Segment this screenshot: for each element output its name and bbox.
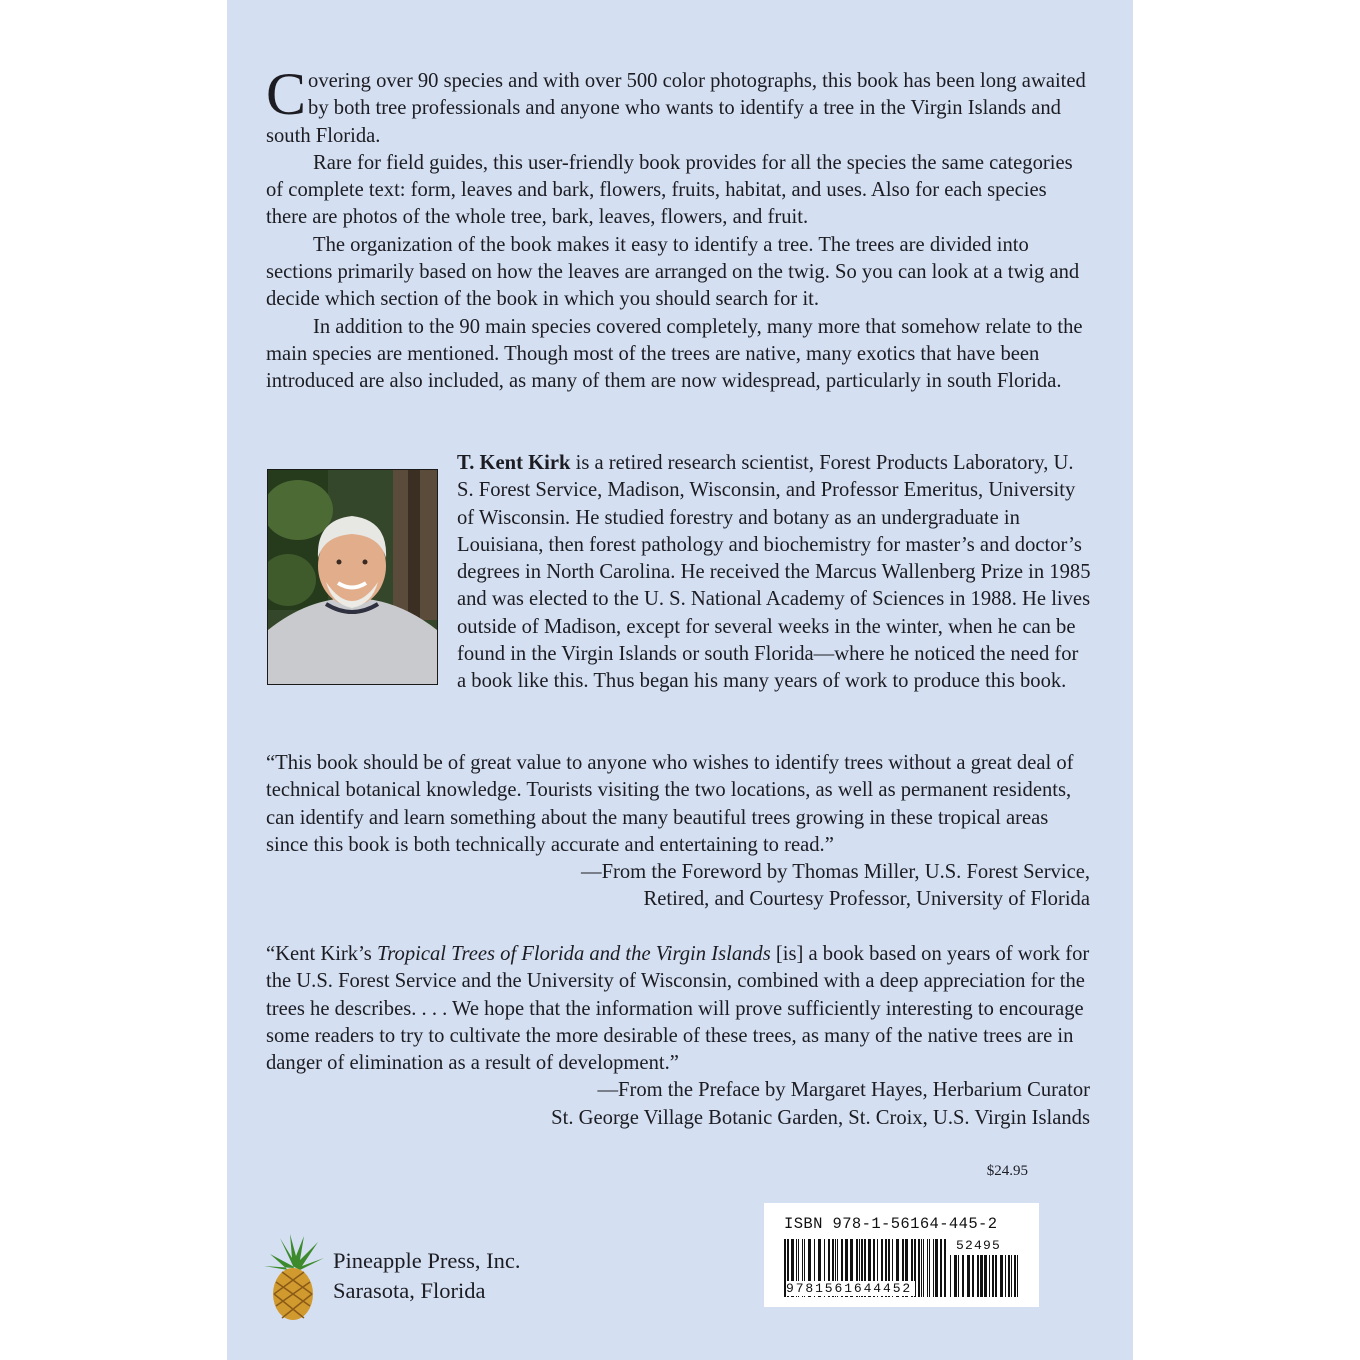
foreword-attribution-line-1: —From the Foreword by Thomas Miller, U.S. Forest Service, <box>580 861 1090 884</box>
barcode-bar <box>927 1239 928 1297</box>
intro-paragraph-2: Rare for field guides, this user-friendly book provides for all the species the same categories of complete text: form, leaves and bark, flowers, fruits, habitat, and uses. Also for each species there are photos of the whole tree, bark, leaves, flowers, and fruit. <box>266 151 1073 229</box>
barcode-bar <box>962 1255 964 1297</box>
barcode-bar <box>1005 1255 1006 1297</box>
barcode-bar <box>980 1255 983 1297</box>
barcode-bar <box>950 1255 951 1297</box>
barcode-bar <box>1011 1255 1012 1297</box>
preface-attribution-line-1: —From the Preface by Margaret Hayes, Herbarium Curator <box>597 1079 1090 1102</box>
intro-paragraph-1-text: overing over 90 species and with over 500 color photographs, this book has been long awaited by both tree professionals and anyone who wants to identify a tree in the Virgin Islands and south Florida. <box>266 70 1086 147</box>
drop-cap: C <box>266 61 307 127</box>
barcode-bar <box>944 1239 946 1297</box>
barcode-bar <box>984 1255 987 1297</box>
barcode-bar <box>1008 1255 1010 1297</box>
preface-quote-lead: “Kent Kirk’s <box>266 943 377 965</box>
barcode-bar <box>972 1255 974 1297</box>
barcode-bar <box>977 1255 979 1297</box>
barcode-bar <box>1000 1255 1003 1297</box>
preface-attribution-line-2: St. George Village Botanic Garden, St. Croix, U.S. Virgin Islands <box>551 1106 1090 1129</box>
author-bio <box>457 450 1092 696</box>
barcode-bar <box>967 1255 970 1297</box>
author-photo <box>267 469 438 685</box>
publisher-location: Sarasota, Florida <box>333 1278 486 1303</box>
author-bio-text: is a retired research scientist, Forest Products Laboratory, U. S. Forest Service, Madison, Wisconsin, and Professor Emeritus, University of Wisconsin. He studied forestry and botany as an undergraduate in Louisiana, then forest pathology and biochemistry for master’s and doctor’s degrees in North Carolina. He received the Marcus Wallenberg Prize in 1985 and was elected to the U. S. National Academy of Sciences in 1988. He lives outside of Madison, except for several weeks in the winter, when he can be found in the Virgin Islands or south Florida—where he noticed the need for a book like this. Thus began his many years of work to produce this book. <box>457 452 1091 693</box>
author-portrait-image <box>268 470 437 684</box>
preface-quote <box>266 941 1090 1132</box>
publisher <box>333 1246 520 1306</box>
foreword-quote <box>266 750 1090 914</box>
barcode-bar <box>954 1255 957 1297</box>
barcode-bar <box>929 1239 930 1297</box>
barcode-bar <box>1017 1255 1018 1297</box>
barcode-bar <box>921 1239 922 1297</box>
barcode-bar <box>918 1239 920 1297</box>
barcode-bar <box>933 1239 934 1297</box>
barcode-box <box>764 1203 1039 1307</box>
barcode-bar <box>995 1255 997 1297</box>
intro-paragraph-1 <box>266 61 1090 150</box>
price: $24.95 <box>986 1163 1028 1179</box>
pineapple-logo-icon <box>262 1232 326 1322</box>
isbn-label: ISBN 978-1-56164-445-2 <box>784 1215 998 1233</box>
foreword-attribution-line-2: Retired, and Courtesy Professor, University of Florida <box>643 888 1090 911</box>
barcode-digits: 9781561644452 <box>786 1281 915 1296</box>
publisher-name: Pineapple Press, Inc. <box>333 1248 521 1273</box>
author-name: T. Kent Kirk <box>457 452 571 474</box>
book-title: Tropical Trees of Florida and the Virgin Islands <box>376 943 771 965</box>
preface-quote-text <box>266 941 1090 1077</box>
barcode-bar <box>923 1239 924 1297</box>
barcode-bar <box>992 1255 994 1297</box>
intro-paragraph-3: The organization of the book makes it easy to identify a tree. The trees are divided into sections primarily based on how the leaves are arranged on the twig. So you can look at a twig and decide which section of the book in which you should search for it. <box>266 233 1080 311</box>
barcode-addon-digits: 52495 <box>956 1238 1002 1253</box>
preface-quote-rest: [is] a book based on years of work for the U.S. Forest Service and the University of Wisconsin, combined with a deep appreciation for the trees he describes. . . . We hope that the information will prove sufficiently interesting to encourage some readers to try to cultivate the more desirable of these trees, as many of the native trees are in danger of elimination as a result of development.” <box>266 943 1090 1075</box>
foreword-quote-text: “This book should be of great value to anyone who wishes to identify trees without a great deal of technical botanical knowledge. Tourists visiting the two locations, as well as permanent residents, can identify and learn something about the many beautiful trees growing in these tropical areas since this book is both technically accurate and entertaining to read.” <box>266 752 1074 856</box>
barcode-bar <box>940 1239 942 1297</box>
barcode-bar <box>958 1255 959 1297</box>
barcode-bar <box>935 1239 938 1297</box>
barcode-bar <box>1014 1255 1016 1297</box>
book-description <box>266 61 1090 396</box>
intro-paragraph-4: In addition to the 90 main species covered completely, many more that somehow relate to the main species are mentioned. Though most of the trees are native, many exotics that have been introduced are also included, as many of them are now widespread, particularly in south Florida. <box>266 315 1083 393</box>
barcode-bar <box>989 1255 990 1297</box>
